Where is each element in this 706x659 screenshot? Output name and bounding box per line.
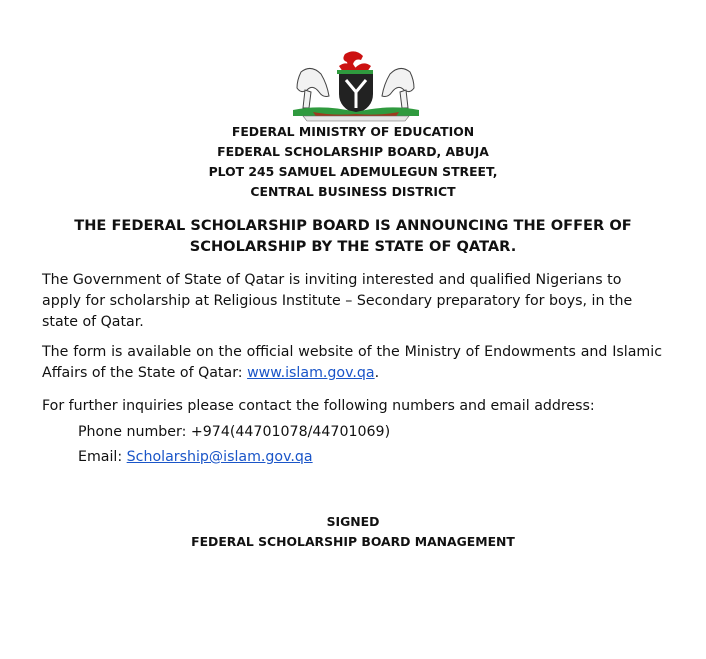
board-name: FEDERAL SCHOLARSHIP BOARD, ABUJA xyxy=(217,144,489,159)
signatory: FEDERAL SCHOLARSHIP BOARD MANAGEMENT xyxy=(191,534,515,549)
paragraph-form-text: The form is available on the official website of the Ministry of Endowments and Islamic Affairs of the State of Qatar: xyxy=(42,344,662,381)
nigeria-coat-of-arms-icon xyxy=(283,50,428,122)
announcement-title-line-2: SCHOLARSHIP BY THE STATE OF QATAR. xyxy=(189,238,517,255)
address-line-2: CENTRAL BUSINESS DISTRICT xyxy=(250,184,456,199)
paragraph-form-suffix: . xyxy=(374,365,380,381)
email-line xyxy=(78,446,313,468)
signed-label: SIGNED xyxy=(326,514,380,529)
announcement-title-line-1: THE FEDERAL SCHOLARSHIP BOARD IS ANNOUNCING THE OFFER OF xyxy=(74,217,632,234)
email-label: Email: xyxy=(78,449,127,465)
phone-number: +974(44701078/44701069) xyxy=(190,424,391,440)
address-line-1: PLOT 245 SAMUEL ADEMULEGUN STREET, xyxy=(208,164,498,179)
signoff xyxy=(0,512,706,552)
paragraph-inquiries: For further inquiries please contact the following numbers and email address: xyxy=(42,398,595,414)
paragraph-form-availability xyxy=(42,342,662,384)
ministry-name: FEDERAL MINISTRY OF EDUCATION xyxy=(231,124,475,139)
phone-line xyxy=(78,421,390,443)
announcement-title xyxy=(20,215,686,257)
website-link[interactable]: www.islam.gov.qa xyxy=(247,365,375,381)
paragraph-invitation: The Government of State of Qatar is inviting interested and qualified Nigerians to apply for scholarship at Religious Institute – Secondary preparatory for boys, in the state of Qatar. xyxy=(42,272,633,330)
phone-label: Phone number: xyxy=(78,424,191,440)
letterhead xyxy=(0,122,706,202)
email-link[interactable]: Scholarship@islam.gov.qa xyxy=(126,449,313,465)
